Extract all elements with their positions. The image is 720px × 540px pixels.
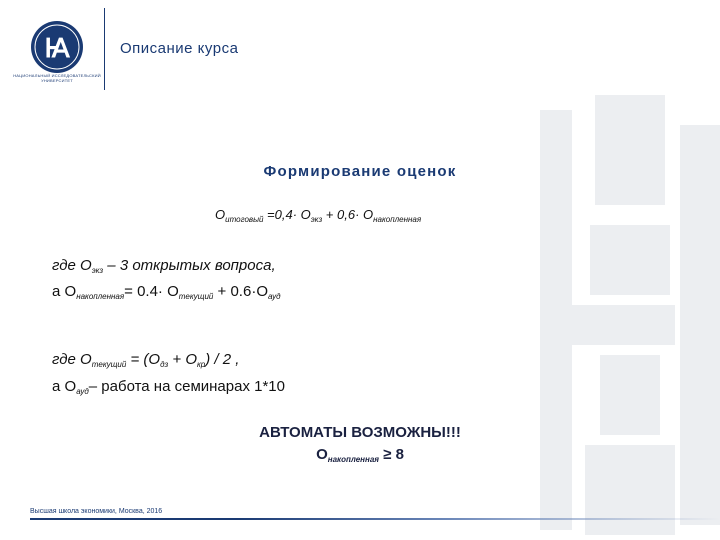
footer-line xyxy=(30,518,720,520)
seminar-definition: а $О_{ауд}-$ работа на семинарах 1*10 xyxy=(52,378,285,396)
automata-threshold: $О_{накопленная} \ge 8$ xyxy=(316,446,404,464)
exam-definition: где $О_{экз} - 3$ открытых вопроса, xyxy=(52,257,276,275)
background-watermark xyxy=(505,95,720,540)
automata-note: АВТОМАТЫ ВОЗМОЖНЫ!!! xyxy=(259,424,461,441)
logo-caption: НАЦИОНАЛЬНЫЙ ИССЛЕДОВАТЕЛЬСКИЙ УНИВЕРСИТЕТ xyxy=(13,73,101,83)
header-divider xyxy=(104,8,105,90)
header-title: Описание курса xyxy=(120,40,239,57)
footer-text: Высшая школа экономики, Москва, 2016 xyxy=(30,508,163,515)
slide-title: Формирование оценок xyxy=(263,163,457,180)
final-grade-formula: $О_{итоговый} =0,4\cdot О_{экз} + 0,6\cdot О_{накопленная}$ xyxy=(215,207,422,224)
current-grade-formula: где $О_{текущий} = (О_{дз} + О_{кр}) / 2$ , xyxy=(52,351,240,369)
accumulated-formula: а $О_{накопленная}= 0.4\cdot О_{текущий} + 0.6\cdot О_{ауд}$ xyxy=(52,283,281,301)
svg-text:Ꙗ: Ꙗ xyxy=(44,34,70,63)
